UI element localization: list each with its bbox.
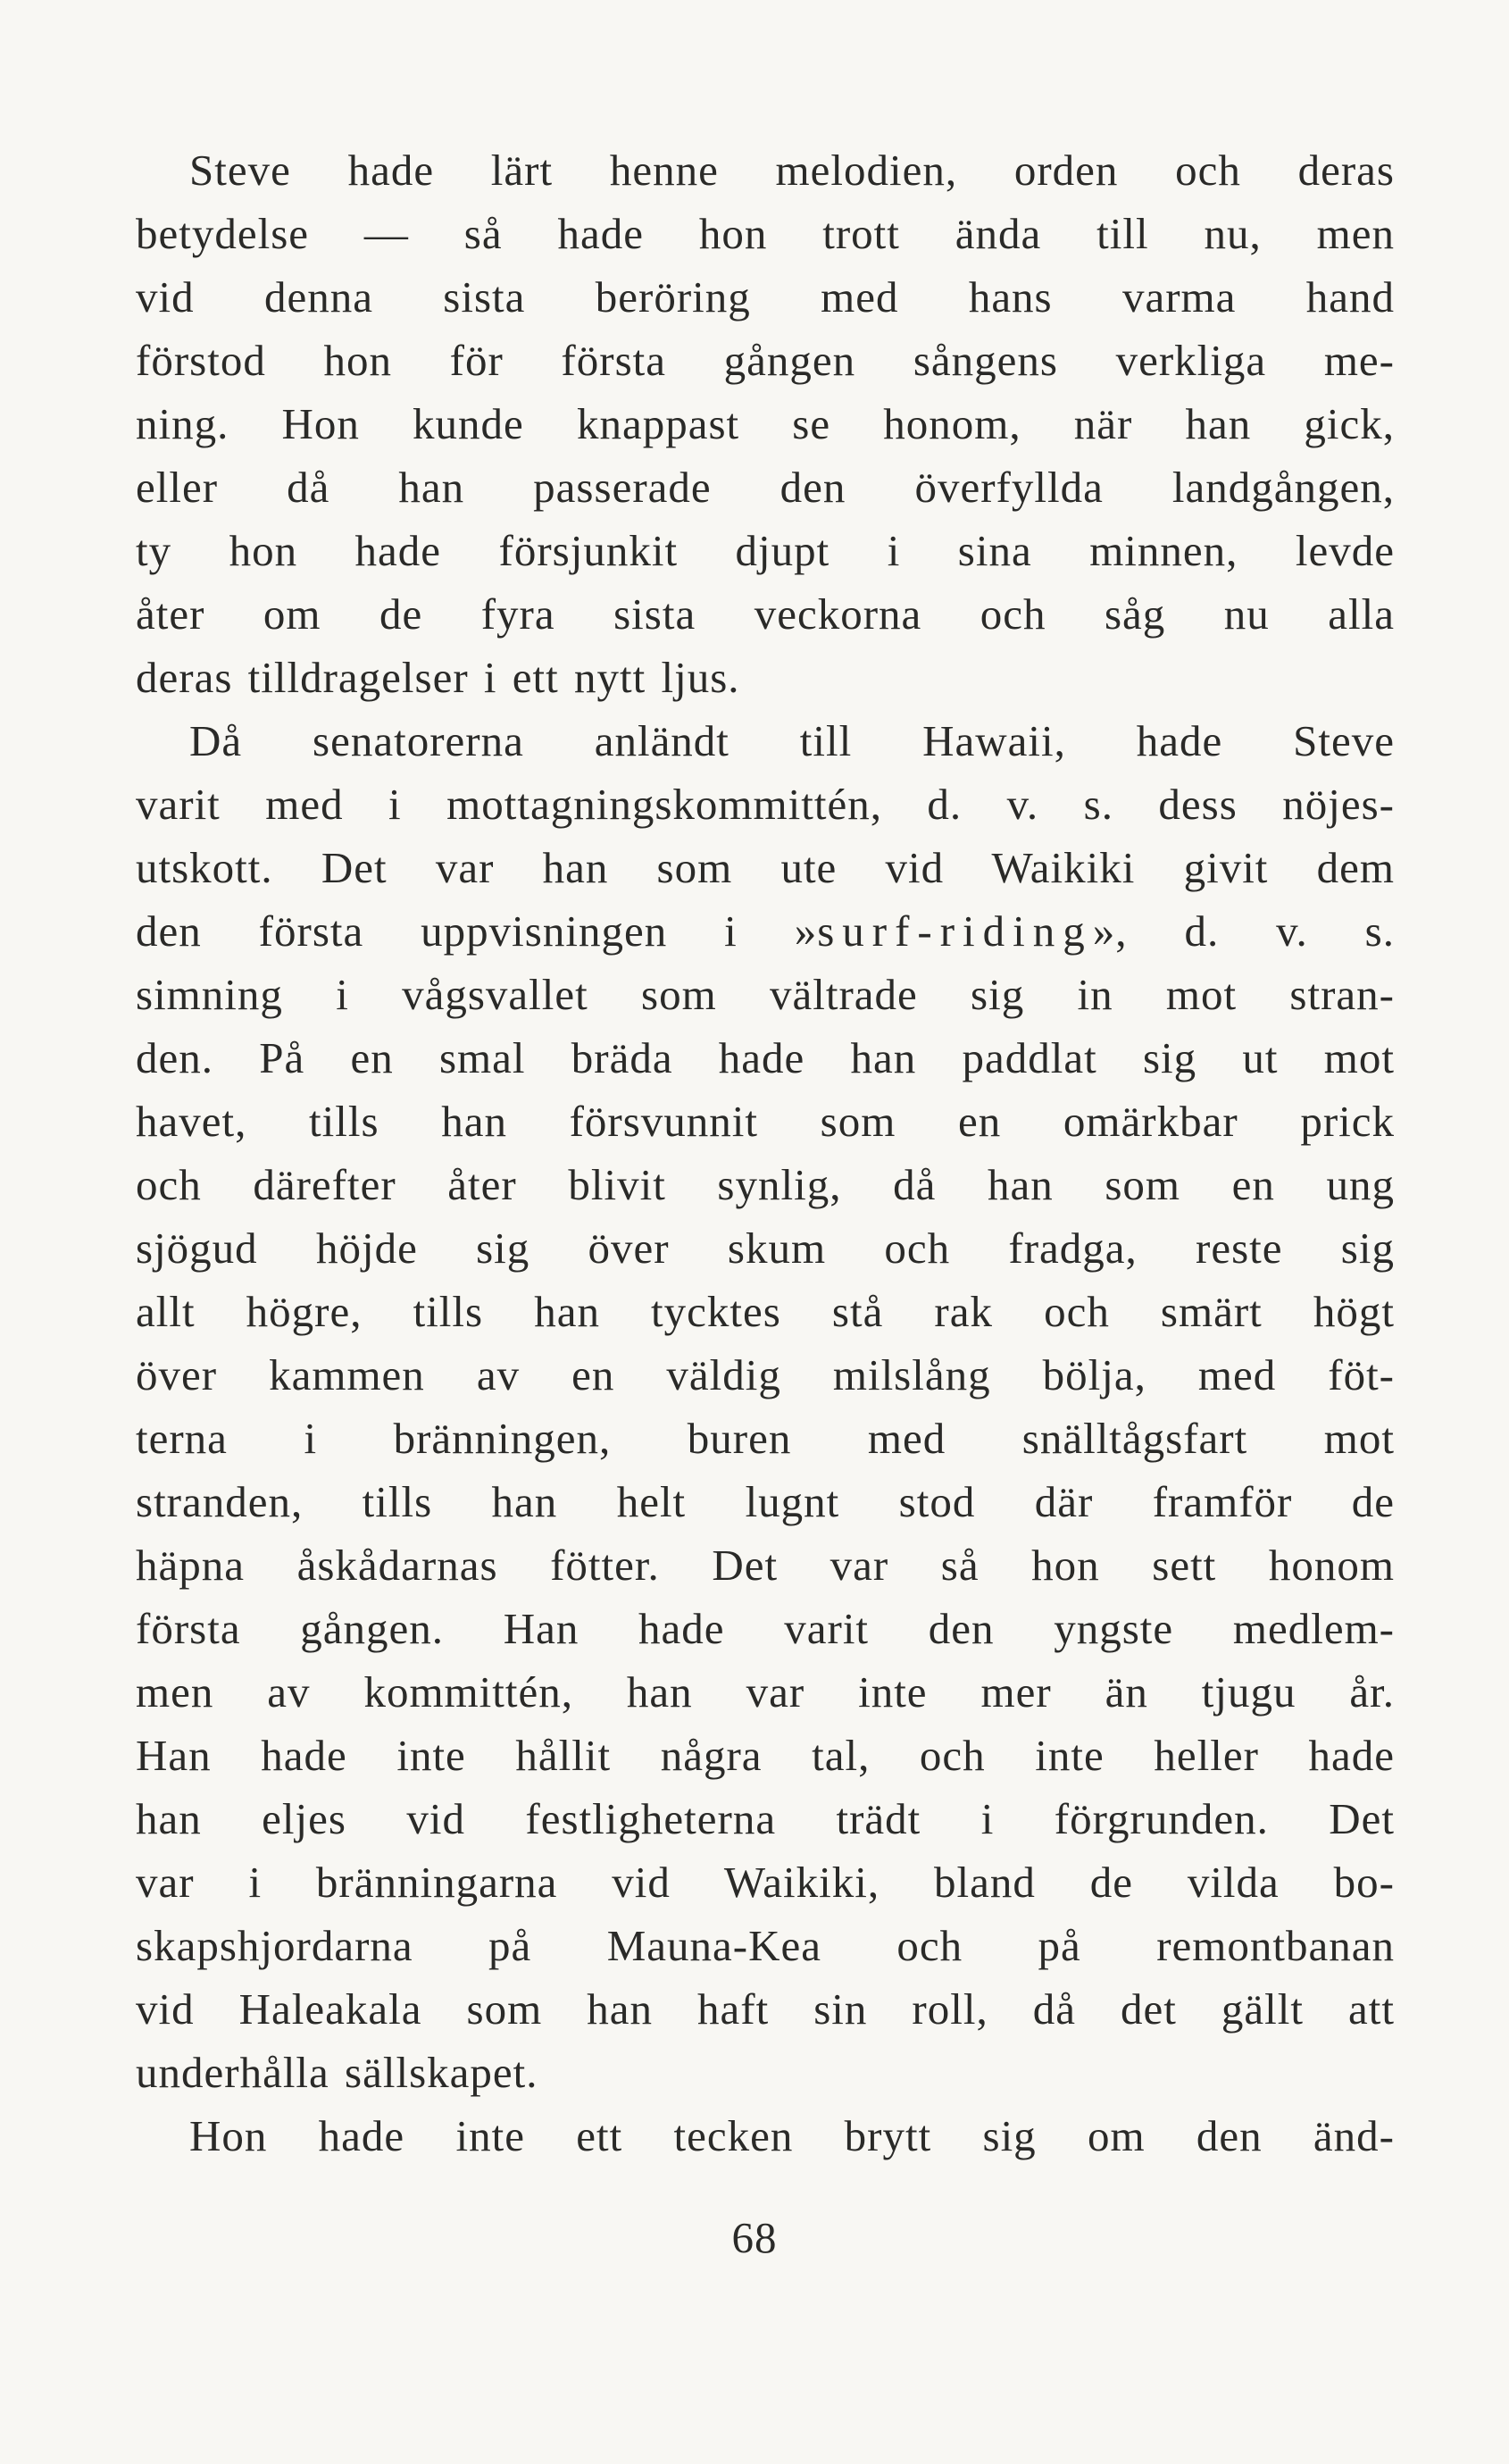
text-line — [136, 2041, 1395, 2104]
text-line — [136, 455, 1395, 519]
text-line — [136, 1660, 1395, 1724]
text-line-content: var i bränningarna vid Waikiki, bland de vilda bo- — [136, 1858, 1395, 1907]
text-line — [136, 836, 1395, 899]
text-line-content: underhålla sällskapet. — [136, 2048, 538, 2097]
text-line — [136, 1153, 1395, 1216]
text-line-content: varit med i mottagningskommittén, d. v. s. dess nöjes- — [136, 780, 1395, 829]
text-line — [136, 202, 1395, 265]
text-line — [136, 1216, 1395, 1280]
text-line — [136, 1407, 1395, 1470]
text-line — [136, 265, 1395, 329]
text-line — [136, 1787, 1395, 1850]
text-line-content: havet, tills han försvunnit som en omärkbar prick — [136, 1097, 1395, 1146]
text-line — [136, 138, 1395, 202]
text-line — [136, 392, 1395, 455]
text-line-content: Då senatorerna anländt till Hawaii, hade Steve — [189, 716, 1395, 765]
text-line — [136, 329, 1395, 392]
text-line — [136, 1026, 1395, 1090]
text-line — [136, 1850, 1395, 1914]
text-line-content: betydelse — så hade hon trott ända till nu, men — [136, 209, 1395, 258]
text-line — [136, 1470, 1395, 1533]
text-line-content: över kammen av en väldig milslång bölja, med föt- — [136, 1350, 1395, 1399]
text-line-content: skapshjordarna på Mauna-Kea och på remontbanan — [136, 1921, 1395, 1970]
text-line — [136, 773, 1395, 836]
text-line-content: sjögud höjde sig över skum och fradga, reste sig — [136, 1224, 1395, 1273]
text-line-content: simning i vågsvallet som vältrade sig in mot stran- — [136, 970, 1395, 1019]
text-line-content: första gången. Han hade varit den yngste medlem- — [136, 1604, 1395, 1653]
text-line-content: men av kommittén, han var inte mer än tjugu år. — [136, 1667, 1395, 1716]
text-line-content: Steve hade lärt henne melodien, orden och deras — [189, 146, 1395, 195]
letterspaced-term: surf-riding — [817, 906, 1093, 956]
text-line — [136, 1280, 1395, 1343]
text-line-content: vid Haleakala som han haft sin roll, då det gällt att — [136, 1984, 1395, 2034]
text-line — [136, 582, 1395, 646]
text-line — [136, 1533, 1395, 1597]
text-line-content: åter om de fyra sista veckorna och såg nu alla — [136, 589, 1395, 639]
text-line-content: han eljes vid festligheterna trädt i förgrunden. Det — [136, 1794, 1395, 1843]
text-line-content: terna i bränningen, buren med snälltågsfart mot — [136, 1414, 1395, 1463]
text-line-content: Hon hade inte ett tecken brytt sig om den änd- — [189, 2111, 1395, 2160]
page-number: 68 — [731, 2213, 778, 2262]
text-line-continuation: », d. v. s. — [1092, 906, 1395, 956]
text-line-content: stranden, tills han helt lugnt stod där framför de — [136, 1477, 1395, 1526]
text-line — [136, 1343, 1395, 1407]
text-line-content: den första uppvisningen i » — [136, 906, 818, 956]
text-line-content: ty hon hade försjunkit djupt i sina minnen, levde — [136, 526, 1395, 575]
text-line-content: utskott. Det var han som ute vid Waikiki givit dem — [136, 843, 1395, 892]
text-line-content: Han hade inte hållit några tal, och inte heller hade — [136, 1731, 1395, 1780]
text-line — [136, 709, 1395, 773]
text-line — [136, 1090, 1395, 1153]
text-line — [136, 646, 1395, 709]
text-line — [136, 963, 1395, 1026]
text-line — [136, 1597, 1395, 1660]
text-line — [136, 2104, 1395, 2167]
text-line-content: och därefter åter blivit synlig, då han som en ung — [136, 1160, 1395, 1209]
text-line-content: den. På en smal bräda hade han paddlat sig ut mot — [136, 1033, 1395, 1082]
text-line — [136, 1977, 1395, 2041]
text-line-content: vid denna sista beröring med hans varma hand — [136, 272, 1395, 322]
text-line — [136, 519, 1395, 582]
text-line — [136, 899, 1395, 963]
text-line-content: allt högre, tills han tycktes stå rak och smärt högt — [136, 1287, 1395, 1336]
text-line — [136, 1914, 1395, 1977]
text-line-content: deras tilldragelser i ett nytt ljus. — [136, 653, 740, 702]
text-line-content: häpna åskådarnas fötter. Det var så hon sett honom — [136, 1541, 1395, 1590]
book-page-body — [136, 138, 1395, 2167]
text-line-content: ning. Hon kunde knappast se honom, när han gick, — [136, 399, 1395, 448]
text-line-content: eller då han passerade den överfyllda landgången, — [136, 463, 1395, 512]
text-line — [136, 1724, 1395, 1787]
text-line-content: förstod hon för första gången sångens verkliga me- — [136, 336, 1395, 385]
